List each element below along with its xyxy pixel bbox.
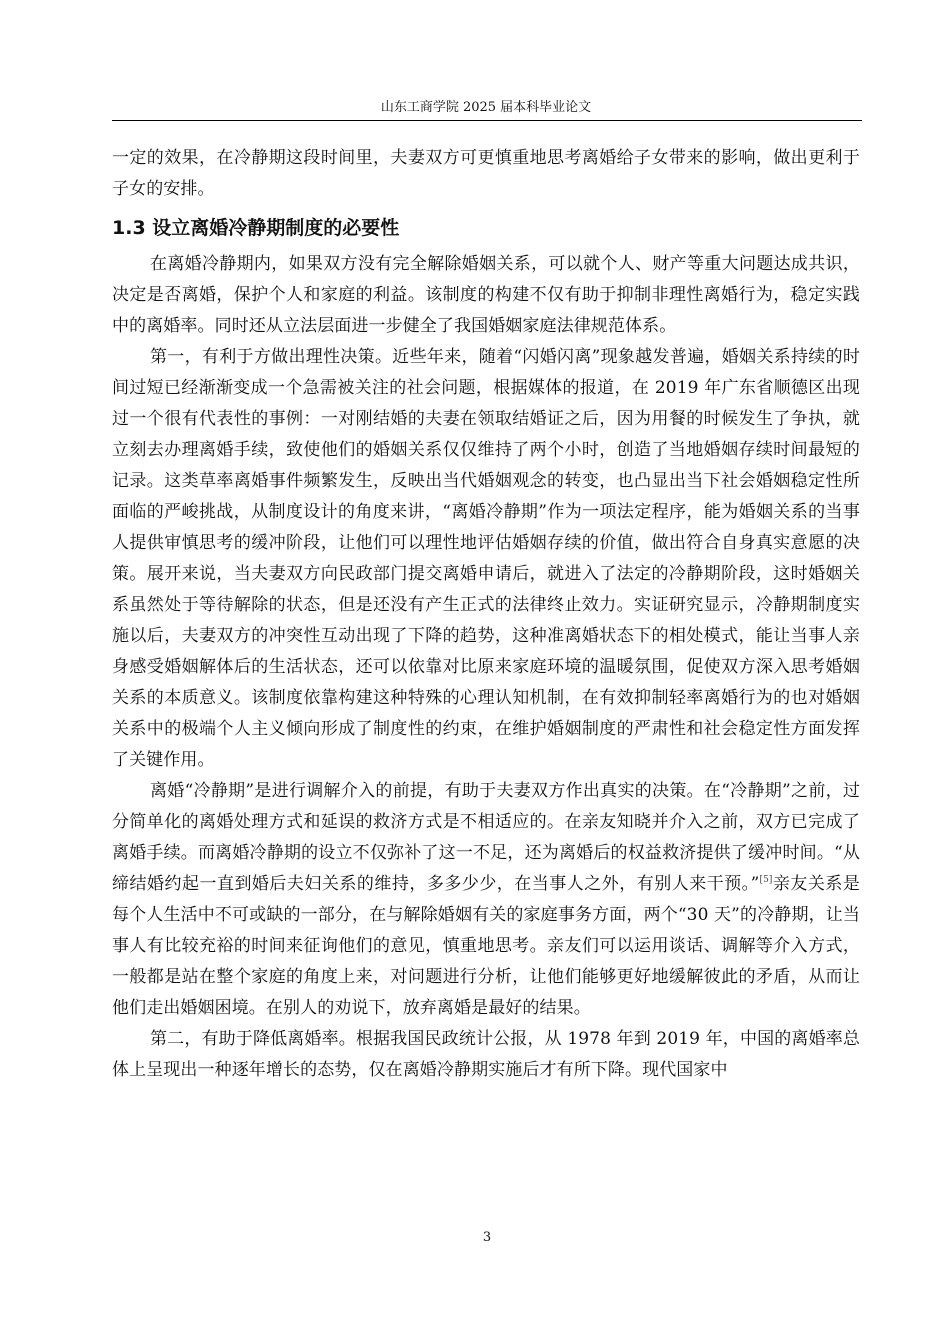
intro-paragraph: 一定的效果，在冷静期这段时间里，夫妻双方可更慎重地思考离婚给子女带来的影响，做出更利于子女的安排。 <box>112 148 860 199</box>
running-header: 山东工商学院 2025 届本科毕业论文 <box>380 100 592 115</box>
paragraph-2: 第一，有利于方做出理性决策。近些年来，随着“闪婚闪离”现象越发普遍，婚姻关系持续的时间过短已经渐渐变成一个急需被关注的社会问题，根据媒体的报道，在 2019 年广东省顺德区出现过一个很有代表性的事例：一对刚结婚的夫妻在领取结婚证之后，因为用餐的时候发生了争执，就立刻去办理离婚手续，致使他们的婚姻关系仅仅维持了两个小时，创造了当地婚姻存续时间最短的记录。这类草率离婚事件频繁发生，反映出当代婚姻观念的转变，也凸显出当下社会婚姻稳定性所面临的严峻挑战，从制度设计的角度来讲，“离婚冷静期”作为一项法定程序，能为婚姻关系的当事人提供审慎思考的缓冲阶段，让他们可以理性地评估婚姻存续的价值，做出符合自身真实意愿的决策。展开来说，当夫妻双方向民政部门提交离婚申请后，就进入了法定的冷静期阶段，这时婚姻关系虽然处于等待解除的状态，但是还没有产生正式的法律终止效力。实证研究显示，冷静期制度实施以后，夫妻双方的冲突性互动出现了下降的趋势，这种准离婚状态下的相处模式，能让当事人亲身感受婚姻解体后的生活状态，还可以依靠对比原来家庭环境的温暖氛围，促使双方深入思考婚姻关系的本质意义。该制度依靠构建这种特殊的心理认知机制，在有效抑制轻率离婚行为的也对婚姻关系中的极端个人主义倾向形成了制度性的约束，在维护婚姻制度的严肃性和社会稳定性方面发挥了关键作用。 <box>112 347 860 770</box>
header-divider <box>112 120 862 121</box>
paragraph-3 <box>112 776 860 1024</box>
paragraph-4: 第二，有助于降低离婚率。根据我国民政统计公报，从 1978 年到 2019 年，中国的离婚率总体上呈现出一种逐年增长的态势，仅在离婚冷静期实施后才有所下降。现代国家中 <box>112 1029 860 1080</box>
paragraph-1: 在离婚冷静期内，如果双方没有完全解除婚姻关系，可以就个人、财产等重大问题达成共识，决定是否离婚，保护个人和家庭的利益。该制度的构建不仅有助于抑制非理性离婚行为，稳定实践中的离婚率。同时还从立法层面进一步健全了我国婚姻家庭法律规范体系。 <box>112 254 860 336</box>
document-body <box>112 143 860 1086</box>
citation-reference: [5] <box>759 875 773 885</box>
paragraph-3-text-b: 亲友关系是每个人生活中不可或缺的一部分，在与解除婚姻有关的家庭事务方面，两个“30 天”的冷静期，让当事人有比较充裕的时间来征询他们的意见，慎重地思考。亲友们可以运用谈话、调解等介入方式，一般都是站在整个家庭的角度上来，对问题进行分析，让他们能够更好地缓解彼此的矛盾，从而让他们走出婚姻困境。在别人的劝说下，放弃离婚是最好的结果。 <box>112 874 861 1018</box>
section-heading: 1.3 设立离婚冷静期制度的必要性 <box>112 217 400 239</box>
page-number: 3 <box>482 1230 492 1245</box>
paragraph-3-text-a: 离婚“冷静期”是进行调解介入的前提，有助于夫妻双方作出真实的决策。在“冷静期”之前，过分简单化的离婚处理方式和延误的救济方式是不相适应的。在亲友知晓并介入之前，双方已完成了离婚手续。而离婚冷静期的设立不仅弥补了这一不足，还为离婚后的权益救济提供了缓冲时间。“从缔结婚约起一直到婚后夫妇关系的维持，多多少少，在当事人之外，有别人来干预。” <box>112 781 860 894</box>
